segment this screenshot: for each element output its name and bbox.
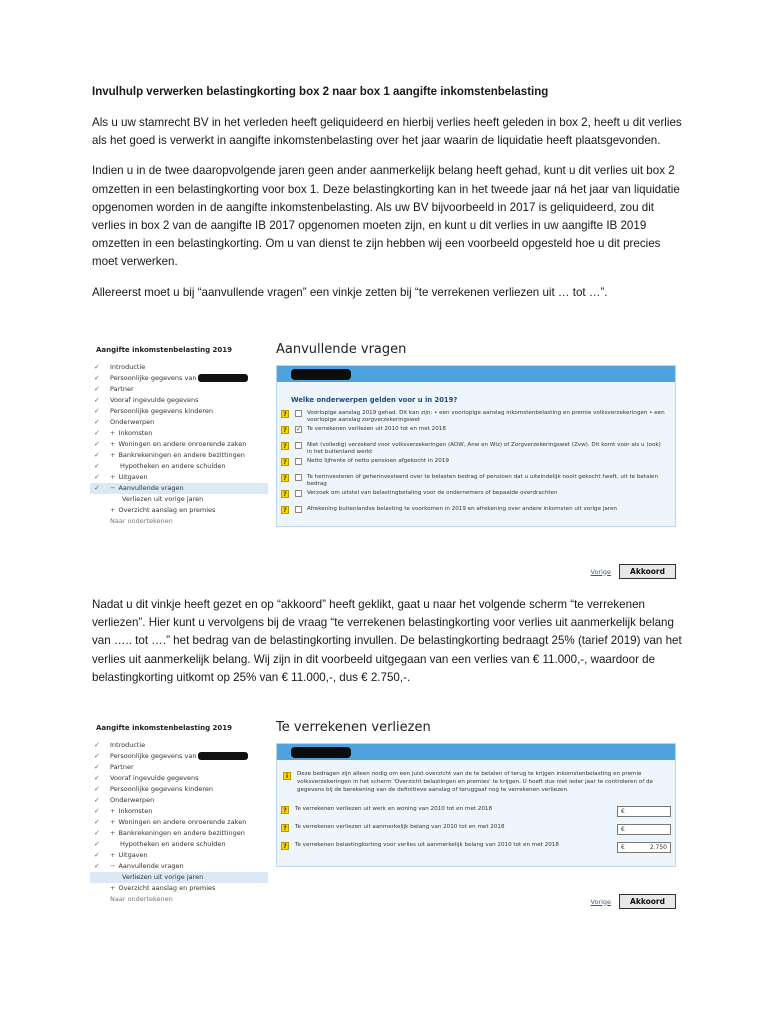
option-row — [281, 490, 665, 506]
sidebar-item[interactable] — [90, 450, 268, 461]
option-label: Voorlopige aanslag 2019 gehad. Dit kan zijn: • een voorlopige aanslag inkomstenbelasting en premie volksverzekeringen • een voorlopige aanslag zorgverzekeringswet — [307, 410, 665, 423]
amount-label: Te verrekenen verliezen uit werk en woning van 2010 tot en met 2018 — [295, 806, 493, 812]
sidebar-item-label: Overzicht aanslag en premies — [118, 506, 216, 514]
header-bar — [277, 366, 675, 382]
checkmark-icon: ✓ — [94, 396, 100, 404]
option-checkbox[interactable] — [295, 490, 302, 497]
sidebar-item-label: Bankrekeningen en andere bezittingen — [118, 829, 245, 837]
header-bar — [277, 744, 675, 760]
button-bar — [591, 894, 676, 909]
expand-icon[interactable]: + — [110, 851, 116, 859]
sidebar-item[interactable] — [90, 384, 268, 395]
previous-link[interactable]: Vorige — [590, 897, 612, 906]
paragraph-1: Als u uw stamrecht BV in het verleden heeft geliquideerd en hierbij verlies heeft geleden in box 2, heeft u dit verlies als het goed is verwerkt in aangifte inkomstenbelasting over het jaar waarin de liquidatie heeft plaatsgevonden. — [92, 116, 682, 148]
option-row — [281, 474, 665, 490]
checkmark-icon: ✓ — [94, 451, 100, 459]
sidebar — [90, 340, 268, 527]
sidebar-item[interactable] — [90, 505, 268, 516]
help-icon[interactable]: ? — [281, 458, 289, 466]
option-checkbox[interactable] — [295, 410, 302, 417]
paragraph-3: Allereerst moet u bij “aanvullende vragen” een vinkje zetten bij “te verrekenen verliezen uit … tot …”. — [92, 285, 608, 299]
expand-icon[interactable]: + — [110, 818, 116, 826]
option-row — [281, 442, 665, 458]
option-label: Niet (volledig) verzekerd voor volksverzekeringen (AOW, Anw en Wlz) of Zorgverzekeringswet (Zvw). Dit komt voor als u (ook) in het buitenland werkt — [307, 442, 661, 455]
redacted-name-block — [291, 747, 351, 758]
sidebar-item-label: Hypotheken en andere schulden — [120, 840, 226, 848]
sidebar-item-label: Vooraf ingevulde gegevens — [110, 774, 199, 782]
sidebar-item[interactable] — [90, 850, 268, 861]
sidebar-item-label: Uitgaven — [118, 851, 148, 859]
sidebar — [90, 718, 268, 905]
redacted-name-block — [291, 369, 351, 380]
checkmark-icon: ✓ — [94, 818, 100, 826]
paragraph-2: Indien u in de twee daaropvolgende jaren geen ander aanmerkelijk belang heeft gehad, kunt u dit verlies uit box 2 omzetten in een belastingkorting voor box 1. Deze belastingkorting kan in het tweede jaar ná het jaar van liquidatie opgenomen worden in de aangifte inkomstenbelasting. Als uw BV bijvoorbeeld in 2017 is geliquideerd, zou dit verlies in box 2 van de aangifte IB 2017 opgenomen moeten zijn, en kunt u dit verlies in uw aangifte IB 2019 omzetten in een belastingkorting. Om u van dienst te zijn hebben wij een voorbeeld opgesteld hoe u dit precies moet verwerken. — [92, 164, 680, 269]
sidebar-item-label: Introductie — [110, 741, 146, 749]
sidebar-item-label: Persoonlijke gegevens kinderen — [110, 407, 213, 415]
main-panel — [276, 340, 676, 527]
checkmark-icon: ✓ — [94, 829, 100, 837]
sidebar-item[interactable] — [90, 494, 268, 505]
expand-icon[interactable]: + — [110, 440, 116, 448]
sidebar-item[interactable] — [90, 483, 268, 494]
amount-input[interactable] — [617, 824, 671, 835]
checkmark-icon: ✓ — [94, 785, 100, 793]
info-text: Deze bedragen zijn alleen nodig om een juist overzicht van de te betalen of terug te krijgen inkomstenbelasting en premie volksverzekeringen in het scherm 'Overzicht belastingen en premies' te krijgen. U hoeft dus niet ieder jaar te controleren of de gegevens bij de berekening van de definitieve aanslag of teruggaaf nog te verrekenen verliezen. — [297, 771, 653, 793]
sidebar-item-label: Inkomsten — [118, 429, 153, 437]
option-checkbox[interactable] — [295, 474, 302, 481]
option-checkbox[interactable]: ✓ — [296, 426, 302, 433]
question-heading: Welke onderwerpen gelden voor u in 2019? — [291, 396, 458, 404]
currency-symbol: € — [621, 826, 625, 833]
sidebar-item[interactable] — [90, 828, 268, 839]
checkmark-icon: ✓ — [94, 363, 100, 371]
redacted-name — [198, 374, 248, 382]
sidebar-item-label: Partner — [110, 385, 134, 393]
sidebar-item[interactable] — [90, 439, 268, 450]
amount-label: Te verrekenen belastingkorting voor verlies uit aanmerkelijk belang van 2010 tot en met 2018 — [295, 842, 559, 848]
sidebar-item-label: Bankrekeningen en andere bezittingen — [118, 451, 245, 459]
redacted-name — [198, 752, 248, 760]
sidebar-item-label: Aanvullende vragen — [118, 484, 184, 492]
checkmark-icon: ✓ — [94, 741, 100, 749]
sidebar-item[interactable] — [90, 406, 268, 417]
checkmark-icon: ✓ — [94, 462, 100, 470]
sidebar-item[interactable] — [90, 861, 268, 872]
checkmark-icon: ✓ — [94, 484, 100, 492]
checkmark-icon: ✓ — [94, 374, 100, 382]
screenshot-te-verrekenen-verliezen — [90, 718, 680, 934]
form-panel — [276, 743, 676, 867]
checkmark-icon: ✓ — [94, 763, 100, 771]
document-body-2 — [92, 596, 682, 699]
sidebar-title: Aangifte inkomstenbelasting 2019 — [96, 346, 233, 354]
help-icon[interactable]: ? — [281, 410, 289, 418]
sidebar-item[interactable] — [90, 817, 268, 828]
expand-icon[interactable]: + — [110, 473, 116, 481]
sidebar-item[interactable] — [90, 373, 268, 384]
checkmark-icon: ✓ — [94, 407, 100, 415]
page-title: Aanvullende vragen — [276, 342, 407, 357]
sidebar-item[interactable] — [90, 417, 268, 428]
screenshot-aanvullende-vragen — [90, 340, 680, 580]
sidebar-item-label: Persoonlijke gegevens van — [110, 752, 197, 760]
sidebar-nav — [90, 740, 268, 905]
checkmark-icon: ✓ — [94, 851, 100, 859]
sidebar-item-label: Woningen en andere onroerende zaken — [118, 818, 247, 826]
info-icon[interactable]: i — [283, 772, 291, 780]
previous-link[interactable]: Vorige — [590, 567, 612, 576]
currency-symbol: € — [621, 844, 625, 851]
option-label: Verzoek om uitstel van belastingbetaling voor de ondernemers of bepaalde overdrachten — [307, 490, 558, 496]
sidebar-item[interactable] — [90, 784, 268, 795]
sidebar-item-label: Introductie — [110, 363, 146, 371]
akkoord-button[interactable]: Akkoord — [619, 894, 676, 909]
checkmark-icon: ✓ — [94, 440, 100, 448]
sidebar-item-label: Verliezen uit vorige jaren — [122, 495, 204, 503]
sidebar-item[interactable] — [90, 806, 268, 817]
option-label: Te herinvesteren of geherinvesteerd over te belasten bedrag of pensioen dat u uiteindelijk nooit gekocht heeft, uit te betalen bedrag — [307, 474, 659, 487]
sidebar-item[interactable] — [90, 740, 268, 751]
checkmark-icon: ✓ — [94, 796, 100, 804]
expand-icon[interactable]: + — [110, 807, 116, 815]
sidebar-item[interactable] — [90, 461, 268, 472]
sidebar-item[interactable] — [90, 362, 268, 373]
amount-label: Te verrekenen verliezen uit aanmerkelijk belang van 2010 tot en met 2018 — [295, 824, 505, 830]
checkmark-icon: ✓ — [94, 862, 100, 870]
option-label: Netto lijfrente of netto pensioen afgekocht in 2019 — [307, 458, 449, 464]
option-label: Afrekening buitenlandse belasting te voorkomen in 2019 en afrekening over andere inkomsten uit vorige jaren — [307, 506, 617, 512]
sidebar-item[interactable] — [90, 751, 268, 762]
sidebar-item-label: Hypotheken en andere schulden — [120, 462, 226, 470]
amount-input[interactable] — [617, 806, 671, 817]
checkmark-icon: ✓ — [94, 429, 100, 437]
option-row — [281, 410, 665, 426]
document-body — [92, 86, 682, 314]
expand-icon[interactable]: + — [110, 451, 116, 459]
sidebar-item-label: Naar ondertekenen — [110, 895, 173, 903]
amount-row — [281, 842, 671, 856]
expand-icon[interactable]: + — [110, 506, 116, 514]
amount-row — [281, 824, 671, 838]
sidebar-item-label: Verliezen uit vorige jaren — [122, 873, 204, 881]
sidebar-item[interactable] — [90, 894, 268, 905]
button-bar — [591, 564, 676, 579]
form-panel — [276, 365, 676, 527]
sidebar-item-label: Onderwerpen — [110, 418, 155, 426]
paragraph-4: Nadat u dit vinkje heeft gezet en op “akkoord” heeft geklikt, gaat u naar het volgende scherm “te verrekenen verliezen”. Hier kunt u vervolgens bij de vraag “te verrekenen belastingkorting voor verlies uit aanmerkelijk belang van ….. tot ….” het bedrag van de belastingkorting invullen. De belastingkorting bedraagt 25% (tarief 2019) van het verlies uit aanmerkelijk belang. Wij zijn in dit voorbeeld uitgegaan van een verlies van € 11.000,-, waardoor de belastingkorting uitkomt op 25% van € 11.000,-, dus € 2.750,-. — [92, 598, 682, 684]
sidebar-item[interactable] — [90, 872, 268, 883]
checkmark-icon: ✓ — [94, 752, 100, 760]
help-icon[interactable]: ? — [281, 426, 289, 434]
option-label: Te verrekenen verliezen uit 2010 tot en met 2018 — [307, 426, 446, 432]
amount-rows — [277, 806, 675, 866]
amount-input[interactable] — [617, 842, 671, 853]
sidebar-item-label: Woningen en andere onroerende zaken — [118, 440, 247, 448]
currency-symbol: € — [621, 808, 625, 815]
help-icon[interactable]: ? — [281, 806, 289, 814]
checkmark-icon: ✓ — [94, 418, 100, 426]
sidebar-item[interactable] — [90, 472, 268, 483]
sidebar-item[interactable] — [90, 795, 268, 806]
checkmark-icon: ✓ — [94, 385, 100, 393]
sidebar-item-label: Overzicht aanslag en premies — [118, 884, 216, 892]
help-icon[interactable]: ? — [281, 474, 289, 482]
option-checkbox[interactable] — [295, 506, 302, 513]
sidebar-item[interactable] — [90, 516, 268, 527]
sidebar-item[interactable] — [90, 773, 268, 784]
help-icon[interactable]: ? — [281, 824, 289, 832]
sidebar-item-label: Partner — [110, 763, 134, 771]
option-row — [281, 458, 665, 474]
expand-icon[interactable]: − — [110, 862, 116, 870]
option-row — [281, 506, 665, 522]
sidebar-item-label: Persoonlijke gegevens van — [110, 374, 197, 382]
help-icon[interactable]: ? — [281, 842, 289, 850]
sidebar-item-label: Onderwerpen — [110, 796, 155, 804]
sidebar-item-label: Naar ondertekenen — [110, 517, 173, 525]
expand-icon[interactable]: + — [110, 829, 116, 837]
main-panel — [276, 718, 676, 867]
sidebar-item[interactable] — [90, 428, 268, 439]
sidebar-item-label: Uitgaven — [118, 473, 148, 481]
help-icon[interactable]: ? — [281, 490, 289, 498]
page-title: Te verrekenen verliezen — [276, 720, 431, 735]
sidebar-nav — [90, 362, 268, 527]
sidebar-item-label: Vooraf ingevulde gegevens — [110, 396, 199, 404]
sidebar-item-label: Persoonlijke gegevens kinderen — [110, 785, 213, 793]
checkmark-icon: ✓ — [94, 807, 100, 815]
sidebar-item[interactable] — [90, 762, 268, 773]
expand-icon[interactable]: − — [110, 484, 116, 492]
checkmark-icon: ✓ — [94, 473, 100, 481]
checkmark-icon: ✓ — [94, 774, 100, 782]
amount-row — [281, 806, 671, 820]
option-checkbox[interactable] — [295, 458, 302, 465]
options-list — [277, 410, 675, 526]
sidebar-item[interactable] — [90, 395, 268, 406]
expand-icon[interactable]: + — [110, 884, 116, 892]
option-row — [281, 426, 665, 442]
sidebar-item-label: Aanvullende vragen — [118, 862, 184, 870]
document-title: Invulhulp verwerken belastingkorting box 2 naar box 1 aangifte inkomstenbelasting — [92, 86, 549, 98]
checkmark-icon: ✓ — [94, 840, 100, 848]
option-checkbox[interactable] — [295, 442, 302, 449]
expand-icon[interactable]: + — [110, 429, 116, 437]
sidebar-item[interactable] — [90, 839, 268, 850]
sidebar-title: Aangifte inkomstenbelasting 2019 — [96, 724, 233, 732]
sidebar-item[interactable] — [90, 883, 268, 894]
help-icon[interactable]: ? — [281, 442, 289, 450]
help-icon[interactable]: ? — [281, 506, 289, 514]
info-box — [283, 770, 665, 794]
akkoord-button[interactable]: Akkoord — [619, 564, 676, 579]
amount-value: 2.750 — [649, 844, 667, 851]
sidebar-item-label: Inkomsten — [118, 807, 153, 815]
